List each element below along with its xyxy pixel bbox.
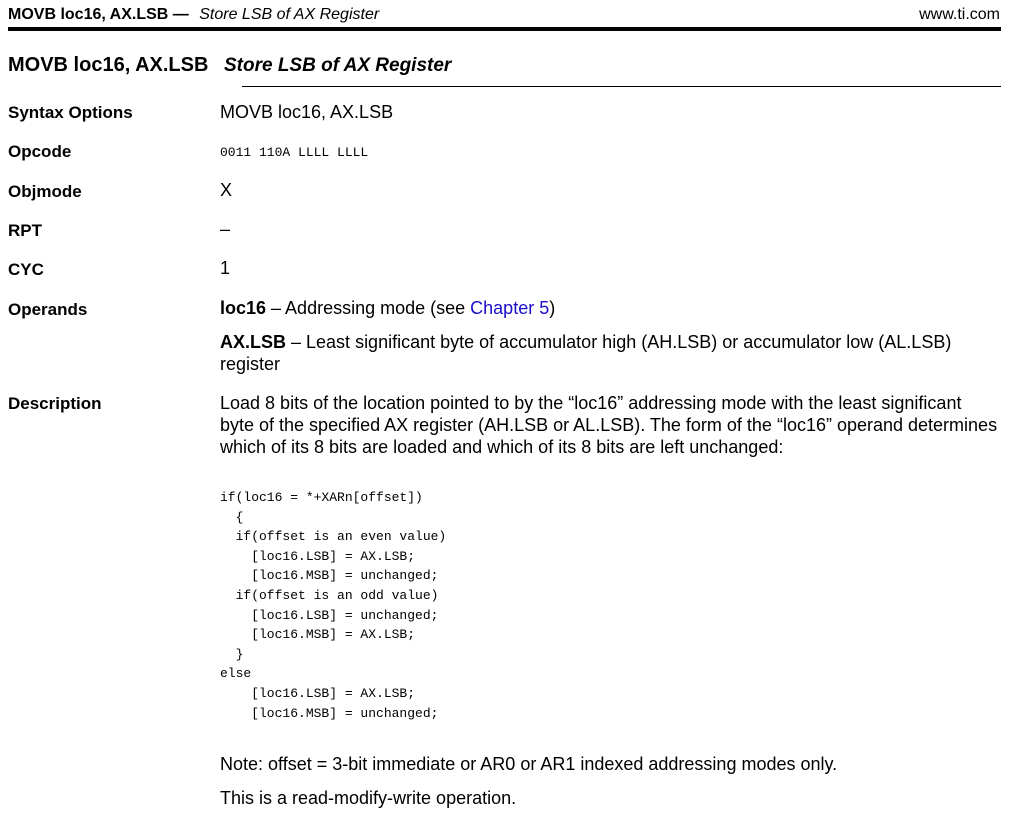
header-subtitle: Store LSB of AX Register xyxy=(199,6,380,23)
opcode-label: Opcode xyxy=(8,142,72,161)
code-line: [loc16.MSB] = AX.LSB; xyxy=(220,627,416,643)
operand-ax-lsb-desc: – Least significant byte of accumulator high (AH.LSB) or accumulator low (AL.LSB) register xyxy=(220,332,952,374)
header-rule xyxy=(8,27,1001,31)
page-header xyxy=(8,6,1000,26)
code-line: else xyxy=(220,666,252,682)
objmode-value: X xyxy=(220,180,233,200)
code-line: [loc16.LSB] = AX.LSB; xyxy=(220,548,416,564)
code-line: if(offset is an even value) xyxy=(220,529,447,545)
syntax-label: Syntax Options xyxy=(8,103,133,122)
code-line: if(offset is an odd value) xyxy=(220,587,439,603)
rmw-text: This is a read-modify-write operation. xyxy=(220,788,517,808)
title-instruction: MOVB loc16, AX.LSB xyxy=(8,54,209,76)
description-text: Load 8 bits of the location pointed to by the “loc16” addressing mode with the least significant byte of the specified AX register (AH.LSB or AL.LSB). The form of the “loc16” operand determines which of its 8 bits are loaded and which of its 8 bits are left unchanged: xyxy=(220,393,998,457)
title-subtitle: Store LSB of AX Register xyxy=(223,55,452,76)
code-line: { xyxy=(220,509,244,525)
code-line: } xyxy=(220,646,244,662)
header-dash: — xyxy=(172,6,189,23)
code-line: [loc16.MSB] = unchanged; xyxy=(220,568,439,584)
rpt-label: RPT xyxy=(8,221,42,240)
objmode-label: Objmode xyxy=(8,182,82,201)
operands-label: Operands xyxy=(8,300,88,319)
operand-loc16 xyxy=(220,298,555,319)
rpt-value: – xyxy=(220,219,231,239)
header-instruction: MOVB loc16, AX.LSB xyxy=(8,6,169,23)
section-title xyxy=(8,54,451,77)
code-line: [loc16.LSB] = unchanged; xyxy=(220,607,439,623)
operand-ax-lsb-name: AX.LSB xyxy=(220,332,287,352)
operand-loc16-desc: – Addressing mode (see xyxy=(266,298,471,318)
operand-ax-lsb xyxy=(220,331,960,375)
header-site-link[interactable]: www.ti.com xyxy=(919,6,1000,23)
cyc-label: CYC xyxy=(8,260,44,279)
code-line: if(loc16 = *+XARn[offset]) xyxy=(220,490,423,505)
description-label: Description xyxy=(8,394,102,413)
cyc-value: 1 xyxy=(220,258,231,278)
opcode-value: 0011 110A LLLL LLLL xyxy=(220,145,369,160)
syntax-value: MOVB loc16, AX.LSB xyxy=(220,102,394,122)
chapter-5-link[interactable]: Chapter 5 xyxy=(470,298,550,318)
note-text: Note: offset = 3-bit immediate or AR0 or AR1 indexed addressing modes only. xyxy=(220,754,838,774)
code-block xyxy=(220,488,446,723)
code-line: [loc16.LSB] = AX.LSB; xyxy=(220,685,416,701)
operand-loc16-name: loc16 xyxy=(220,298,267,318)
operand-loc16-close: ) xyxy=(549,298,556,318)
header-left xyxy=(8,6,379,24)
title-rule xyxy=(242,86,1001,87)
code-line: [loc16.MSB] = unchanged; xyxy=(220,705,439,721)
